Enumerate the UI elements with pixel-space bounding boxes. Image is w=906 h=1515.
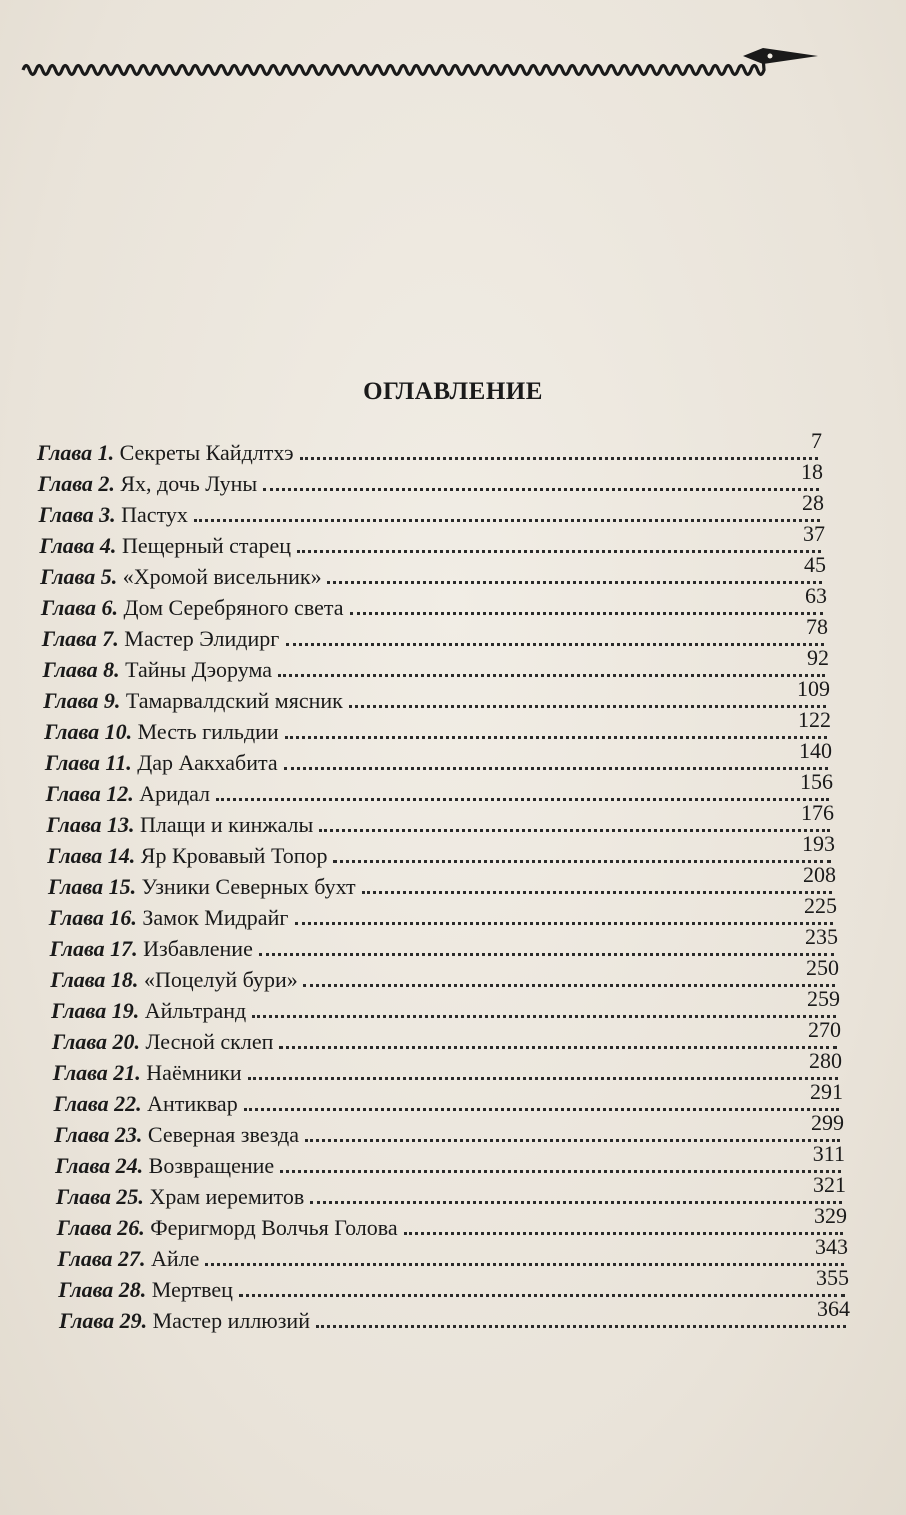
chapter-number: Глава 15. [48,874,137,899]
chapter-title: Тамарвалдский мясник [125,688,343,713]
dot-leader [316,1305,846,1328]
page-number: 355 [815,1265,849,1290]
chapter-number: Глава 12. [45,781,134,806]
toc-entry [40,549,826,589]
chapter-title: Антиквар [147,1091,238,1116]
page-number: 45 [803,552,826,577]
toc-entry [39,518,825,558]
chapter-title: «Хромой висельник» [122,564,322,589]
chapter-title: Узники Северных бухт [141,874,356,899]
chapter-number: Глава 6. [40,595,119,620]
toc-entry [54,1107,844,1147]
toc-entry [58,1262,849,1302]
decorative-arrow-ornament [18,38,828,88]
toc-entry [42,642,830,682]
toc-entry [51,1014,841,1054]
page-number: 343 [814,1234,848,1259]
chapter-title: «Поцелуй бури» [143,967,298,992]
page-number: 7 [811,428,822,453]
chapter-title: Лесной склеп [145,1029,274,1054]
chapter-number: Глава 9. [43,688,121,713]
toc-entry [57,1231,848,1271]
chapter-title: Секреты Кайдлтхэ [119,440,294,465]
chapter-title: Аридал [139,781,211,806]
chapter-title: Северная звезда [147,1122,299,1147]
page-number: 78 [805,614,828,639]
toc-entry [46,797,834,837]
chapter-number: Глава 11. [44,750,132,775]
page-number: 299 [810,1110,844,1135]
chapter-title: Месть гильдии [137,719,279,744]
page-number: 270 [807,1017,841,1042]
page-number: 109 [796,676,830,701]
page-number: 193 [801,831,835,856]
chapter-title: Избавление [143,936,253,961]
page-number: 321 [812,1172,846,1197]
toc-entry [44,704,831,744]
toc-entry [37,456,823,496]
chapter-title: Айле [151,1246,200,1271]
table-of-contents [0,425,906,1345]
chapter-title: Тайны Дэорума [125,657,272,682]
toc-entry [37,425,822,465]
page-number: 364 [817,1296,850,1321]
page-number: 225 [803,893,837,918]
page-number: 18 [800,459,823,484]
toc-entry [44,735,832,775]
toc-entry [47,828,835,868]
arrow-eye [768,54,773,59]
arrow-head [743,48,818,64]
page-number: 37 [802,521,825,546]
page-number: 140 [798,738,832,763]
chapter-number: Глава 5. [40,564,118,589]
chapter-title: Яр Кровавый Топор [140,843,328,868]
toc-entry [50,952,839,992]
chapter-number: Глава 8. [42,657,120,682]
toc-entry [53,1076,844,1116]
chapter-title: Айльтранд [144,998,247,1023]
chapter-title: Замок Мидрайг [142,905,289,930]
chapter-number: Глава 22. [53,1091,142,1116]
chapter-title: Наёмники [146,1060,242,1085]
chapter-number: Глава 2. [37,471,115,496]
chapter-title: Пастух [121,502,188,527]
toc-entry [51,983,840,1023]
toc-entry [56,1200,847,1240]
chapter-title: Мастер Элидирг [124,626,280,651]
page-number: 156 [799,769,833,794]
page-number: 122 [797,707,831,732]
chapter-title: Возвращение [148,1153,275,1178]
chapter-number: Глава 16. [48,905,137,930]
page-number: 250 [805,955,839,980]
page-number: 329 [813,1203,847,1228]
toc-entry [45,766,833,806]
toc-entry [38,487,824,527]
chapter-number: Глава 19. [51,998,140,1023]
chapter-title: Пещерный старец [121,533,292,558]
chapter-number: Глава 24. [55,1153,144,1178]
chapter-title: Ях, дочь Луны [120,471,258,496]
toc-entry [55,1138,845,1178]
chapter-number: Глава 13. [46,812,135,837]
chapter-number: Глава 1. [37,440,115,465]
chapter-number: Глава 27. [57,1246,146,1271]
page-number: 259 [806,986,840,1011]
toc-entry [48,859,836,899]
chapter-title: Храм иеремитов [149,1184,305,1209]
chapter-number: Глава 10. [44,719,133,744]
chapter-number: Глава 28. [58,1277,147,1302]
chapter-title: Мастер иллюзий [152,1308,310,1333]
chapter-number: Глава 23. [54,1122,143,1147]
chapter-number: Глава 29. [59,1308,148,1333]
toc-entry [52,1045,842,1085]
page-number: 208 [803,862,836,887]
page-number: 28 [801,490,824,515]
toc-entry [41,611,828,651]
chapter-number: Глава 26. [56,1215,145,1240]
toc-entry [59,1293,850,1333]
page-number: 280 [808,1048,842,1073]
chapter-number: Глава 3. [38,502,116,527]
page-number: 235 [804,924,838,949]
wave-line [23,56,764,75]
page-number: 291 [810,1079,843,1104]
chapter-title: Плащи и кинжалы [140,812,314,837]
page-number: 311 [812,1141,845,1166]
page-number: 92 [807,645,829,670]
page-number: 63 [804,583,827,608]
chapter-title: Дар Аакхабита [137,750,278,775]
toc-entry [49,921,838,961]
chapter-number: Глава 17. [49,936,138,961]
toc-entry [55,1169,846,1209]
chapter-number: Глава 20. [51,1029,141,1054]
chapter-number: Глава 18. [50,967,139,992]
toc-entry-label [59,1305,310,1336]
toc-entry [43,673,830,713]
chapter-title: Феригморд Волчья Голова [150,1215,398,1240]
chapter-number: Глава 4. [39,533,117,558]
chapter-title: Дом Серебряного света [123,595,344,620]
chapter-title: Мертвец [151,1277,233,1302]
toc-entry [48,890,837,930]
chapter-number: Глава 25. [55,1184,144,1209]
page-number: 176 [800,800,834,825]
chapter-number: Глава 14. [47,843,136,868]
chapter-number: Глава 7. [41,626,119,651]
toc-entry [40,580,827,620]
chapter-number: Глава 21. [52,1060,141,1085]
page-title: ОГЛАВЛЕНИЕ [363,378,543,405]
